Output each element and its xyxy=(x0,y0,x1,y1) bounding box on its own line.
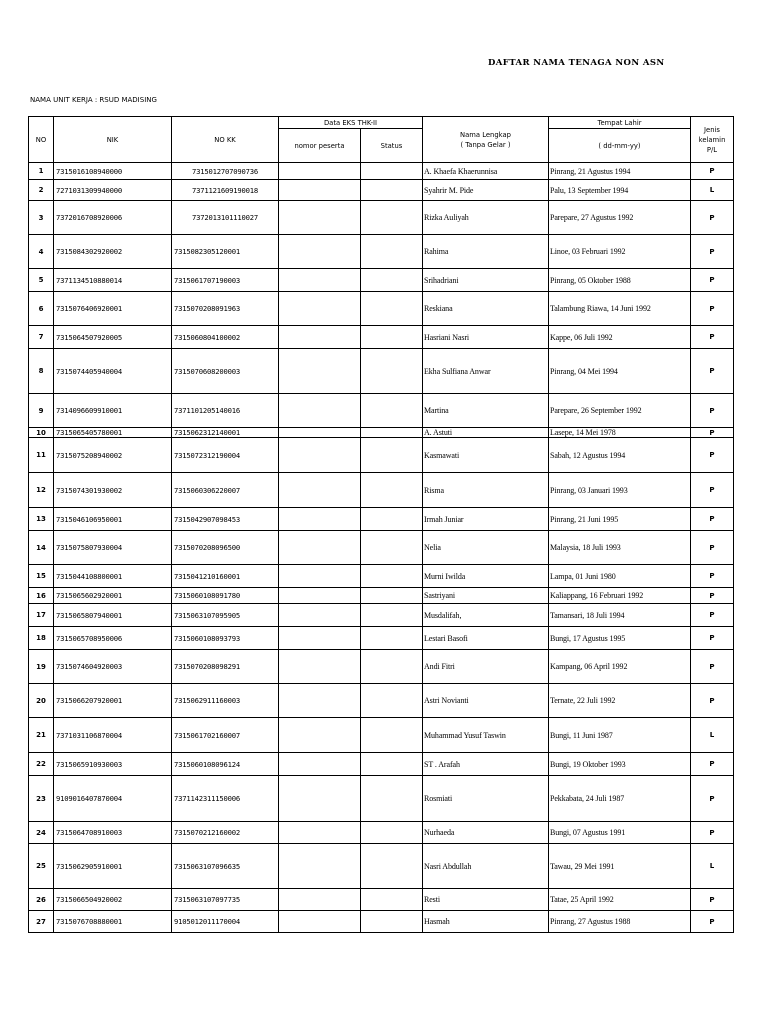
row-nama: Syahrir M. Pide xyxy=(423,180,549,201)
row-jenis-kelamin: P xyxy=(691,650,734,684)
row-nik: 7315065910930003 xyxy=(54,753,172,776)
row-nik: 7315064708910003 xyxy=(54,822,172,844)
row-nama: Irmah Juniar xyxy=(423,508,549,531)
row-no: 11 xyxy=(29,438,54,473)
table-row xyxy=(29,292,734,326)
row-status xyxy=(361,650,423,684)
row-tempat-lahir: Pinrang, 03 Januari 1993 xyxy=(549,473,691,508)
row-status xyxy=(361,911,423,933)
row-nik: 7315065602920001 xyxy=(54,588,172,604)
row-no-kk: 7315041210160001 xyxy=(172,565,279,588)
col-kk-header: NO KK xyxy=(172,117,279,163)
row-jenis-kelamin: P xyxy=(691,531,734,565)
row-tempat-lahir: Talambung Riawa, 14 Juni 1992 xyxy=(549,292,691,326)
row-jenis-kelamin: P xyxy=(691,684,734,718)
row-tempat-lahir: Bungi, 17 Agustus 1995 xyxy=(549,627,691,650)
row-no: 20 xyxy=(29,684,54,718)
row-nomor-peserta xyxy=(279,163,361,180)
row-no-kk: 7315060306220007 xyxy=(172,473,279,508)
table-row xyxy=(29,911,734,933)
row-tempat-lahir: Pinrang, 21 Juni 1995 xyxy=(549,508,691,531)
row-nik: 7271031309940000 xyxy=(54,180,172,201)
col-status-header: Status xyxy=(361,129,423,163)
table-row xyxy=(29,604,734,627)
row-nik: 7315066207920001 xyxy=(54,684,172,718)
row-nama: Srihadriani xyxy=(423,269,549,292)
row-status xyxy=(361,627,423,650)
col-tempat-lahir-format: ( dd-mm-yy) xyxy=(549,129,691,163)
row-nama: Resti xyxy=(423,889,549,911)
row-nik: 7315075208940002 xyxy=(54,438,172,473)
row-jenis-kelamin: P xyxy=(691,201,734,235)
row-nomor-peserta xyxy=(279,508,361,531)
row-nama: A. Astuti xyxy=(423,428,549,438)
row-jenis-kelamin: P xyxy=(691,565,734,588)
row-no: 12 xyxy=(29,473,54,508)
row-tempat-lahir: Kappe, 06 Juli 1992 xyxy=(549,326,691,349)
row-nomor-peserta xyxy=(279,604,361,627)
row-nama: Ekha Sulfiana Anwar xyxy=(423,349,549,394)
row-nomor-peserta xyxy=(279,565,361,588)
row-tempat-lahir: Bungi, 11 Juni 1987 xyxy=(549,718,691,753)
table-row xyxy=(29,531,734,565)
row-nomor-peserta xyxy=(279,844,361,889)
row-status xyxy=(361,180,423,201)
row-tempat-lahir: Bungi, 07 Agustus 1991 xyxy=(549,822,691,844)
row-nik: 7315064507920005 xyxy=(54,326,172,349)
row-no: 5 xyxy=(29,269,54,292)
col-jk-header-line1: Jenis xyxy=(704,125,720,134)
row-jenis-kelamin: P xyxy=(691,326,734,349)
row-no: 19 xyxy=(29,650,54,684)
row-nama: Nurhaeda xyxy=(423,822,549,844)
row-no: 9 xyxy=(29,394,54,428)
row-jenis-kelamin: P xyxy=(691,508,734,531)
row-nama: Muhammad Yusuf Taswin xyxy=(423,718,549,753)
row-nomor-peserta xyxy=(279,201,361,235)
row-no-kk: 7315012707090736 xyxy=(172,163,279,180)
table-row xyxy=(29,394,734,428)
row-tempat-lahir: Tamansari, 18 Juli 1994 xyxy=(549,604,691,627)
row-tempat-lahir: Tawau, 29 Mei 1991 xyxy=(549,844,691,889)
row-nomor-peserta xyxy=(279,889,361,911)
table-row xyxy=(29,428,734,438)
row-no: 26 xyxy=(29,889,54,911)
row-status xyxy=(361,565,423,588)
row-status xyxy=(361,269,423,292)
col-nama-header-line2: ( Tanpa Gelar ) xyxy=(460,140,511,149)
table-row xyxy=(29,163,734,180)
table-row xyxy=(29,588,734,604)
row-jenis-kelamin: P xyxy=(691,889,734,911)
row-nama: Reskiana xyxy=(423,292,549,326)
row-no: 27 xyxy=(29,911,54,933)
row-nomor-peserta xyxy=(279,911,361,933)
row-no: 23 xyxy=(29,776,54,822)
row-no-kk: 7315070212160002 xyxy=(172,822,279,844)
row-tempat-lahir: Pekkabata, 24 Juli 1987 xyxy=(549,776,691,822)
row-nama: Hasriani Nasri xyxy=(423,326,549,349)
row-tempat-lahir: Parepare, 26 September 1992 xyxy=(549,394,691,428)
row-no-kk: 7315070208091963 xyxy=(172,292,279,326)
row-no: 17 xyxy=(29,604,54,627)
row-status xyxy=(361,428,423,438)
row-tempat-lahir: Pinrang, 27 Agustus 1988 xyxy=(549,911,691,933)
col-jk-header-line3: P/L xyxy=(706,145,718,154)
row-no-kk: 7315042907098453 xyxy=(172,508,279,531)
row-status xyxy=(361,604,423,627)
row-tempat-lahir: Lampa, 01 Juni 1980 xyxy=(549,565,691,588)
row-nomor-peserta xyxy=(279,588,361,604)
col-jk-header-line2: kelamin xyxy=(698,135,726,144)
row-nik: 7315066504920002 xyxy=(54,889,172,911)
row-no: 6 xyxy=(29,292,54,326)
col-no-header: NO xyxy=(29,117,54,163)
row-nomor-peserta xyxy=(279,650,361,684)
row-nomor-peserta xyxy=(279,326,361,349)
table-row xyxy=(29,473,734,508)
col-data-eks-header: Data EKS THK-II xyxy=(279,117,423,129)
row-status xyxy=(361,438,423,473)
table-row xyxy=(29,844,734,889)
row-jenis-kelamin: L xyxy=(691,844,734,889)
row-jenis-kelamin: P xyxy=(691,911,734,933)
row-nomor-peserta xyxy=(279,473,361,508)
row-tempat-lahir: Parepare, 27 Agustus 1992 xyxy=(549,201,691,235)
row-nik: 7315046106950001 xyxy=(54,508,172,531)
table-row xyxy=(29,627,734,650)
row-no-kk: 7315060108091780 xyxy=(172,588,279,604)
row-nama: Nelia xyxy=(423,531,549,565)
row-tempat-lahir: Kaliappang, 16 Februari 1992 xyxy=(549,588,691,604)
row-nomor-peserta xyxy=(279,822,361,844)
row-no-kk: 7315072312190004 xyxy=(172,438,279,473)
row-nik: 7371134510880014 xyxy=(54,269,172,292)
row-nama: Murni Iwilda xyxy=(423,565,549,588)
row-tempat-lahir: Malaysia, 18 Juli 1993 xyxy=(549,531,691,565)
table-row xyxy=(29,889,734,911)
row-tempat-lahir: Pinrang, 05 Oktober 1988 xyxy=(549,269,691,292)
row-nik: 9109016407870004 xyxy=(54,776,172,822)
row-nomor-peserta xyxy=(279,776,361,822)
row-nama: Sastriyani xyxy=(423,588,549,604)
row-nomor-peserta xyxy=(279,438,361,473)
table-header xyxy=(29,117,734,163)
row-nama: Astri Novianti xyxy=(423,684,549,718)
row-nik: 7315016108940000 xyxy=(54,163,172,180)
row-status xyxy=(361,531,423,565)
col-nama-header-line1: Nama Lengkap xyxy=(460,130,511,139)
row-nomor-peserta xyxy=(279,753,361,776)
row-no: 18 xyxy=(29,627,54,650)
table-row xyxy=(29,776,734,822)
table-row xyxy=(29,269,734,292)
row-tempat-lahir: Pinrang, 04 Mei 1994 xyxy=(549,349,691,394)
table-body xyxy=(29,163,734,933)
unit-label: NAMA UNIT KERJA : RSUD MADISING xyxy=(30,96,157,104)
row-jenis-kelamin: P xyxy=(691,269,734,292)
row-no-kk: 7371101205140016 xyxy=(172,394,279,428)
row-nik: 7315074301930002 xyxy=(54,473,172,508)
row-jenis-kelamin: P xyxy=(691,292,734,326)
row-nama: A. Khaefa Khaerunnisa xyxy=(423,163,549,180)
row-no: 13 xyxy=(29,508,54,531)
row-jenis-kelamin: L xyxy=(691,180,734,201)
row-jenis-kelamin: P xyxy=(691,428,734,438)
row-status xyxy=(361,235,423,269)
row-no-kk: 9105012011170004 xyxy=(172,911,279,933)
row-status xyxy=(361,163,423,180)
table-row xyxy=(29,565,734,588)
row-no: 14 xyxy=(29,531,54,565)
row-jenis-kelamin: P xyxy=(691,776,734,822)
row-nama: ST . Arafah xyxy=(423,753,549,776)
row-tempat-lahir: Bungi, 19 Oktober 1993 xyxy=(549,753,691,776)
row-nomor-peserta xyxy=(279,428,361,438)
row-jenis-kelamin: P xyxy=(691,473,734,508)
row-tempat-lahir: Ternate, 22 Juli 1992 xyxy=(549,684,691,718)
row-tempat-lahir: Palu, 13 September 1994 xyxy=(549,180,691,201)
table-row xyxy=(29,326,734,349)
row-nama: Musdalifah, xyxy=(423,604,549,627)
row-nik: 7315044108800001 xyxy=(54,565,172,588)
row-status xyxy=(361,473,423,508)
row-nik: 7315084302920002 xyxy=(54,235,172,269)
row-status xyxy=(361,844,423,889)
row-nik: 7315065708950006 xyxy=(54,627,172,650)
row-nomor-peserta xyxy=(279,627,361,650)
row-nik: 7315065405780001 xyxy=(54,428,172,438)
row-tempat-lahir: Sabah, 12 Agustus 1994 xyxy=(549,438,691,473)
row-status xyxy=(361,508,423,531)
row-nama: Nasri Abdullah xyxy=(423,844,549,889)
row-jenis-kelamin: P xyxy=(691,349,734,394)
row-tempat-lahir: Lasepe, 14 Mei 1978 xyxy=(549,428,691,438)
row-jenis-kelamin: P xyxy=(691,394,734,428)
row-no: 25 xyxy=(29,844,54,889)
row-no: 4 xyxy=(29,235,54,269)
row-nama: Andi Fitri xyxy=(423,650,549,684)
row-status xyxy=(361,718,423,753)
row-status xyxy=(361,201,423,235)
row-tempat-lahir: Pinrang, 21 Agustus 1994 xyxy=(549,163,691,180)
row-tempat-lahir: Linoe, 03 Februari 1992 xyxy=(549,235,691,269)
row-nik: 7315076406920001 xyxy=(54,292,172,326)
row-nik: 7315074604920003 xyxy=(54,650,172,684)
row-no-kk: 7315063107095905 xyxy=(172,604,279,627)
table-row xyxy=(29,201,734,235)
col-nik-header: NIK xyxy=(54,117,172,163)
row-no: 7 xyxy=(29,326,54,349)
row-no-kk: 7315060108096124 xyxy=(172,753,279,776)
col-jk-header xyxy=(691,117,734,163)
row-no-kk: 7372013101110027 xyxy=(172,201,279,235)
row-nomor-peserta xyxy=(279,292,361,326)
row-nik: 7371031106870004 xyxy=(54,718,172,753)
row-nama: Kasmawati xyxy=(423,438,549,473)
row-nama: Hasmah xyxy=(423,911,549,933)
row-status xyxy=(361,753,423,776)
row-status xyxy=(361,588,423,604)
table-row xyxy=(29,235,734,269)
row-nik: 7314096609910001 xyxy=(54,394,172,428)
row-nik: 7315062905910001 xyxy=(54,844,172,889)
row-status xyxy=(361,822,423,844)
row-no: 1 xyxy=(29,163,54,180)
row-no: 2 xyxy=(29,180,54,201)
row-nomor-peserta xyxy=(279,349,361,394)
row-status xyxy=(361,776,423,822)
row-no-kk: 7315060108093793 xyxy=(172,627,279,650)
row-jenis-kelamin: P xyxy=(691,604,734,627)
row-status xyxy=(361,349,423,394)
table-row xyxy=(29,349,734,394)
row-nomor-peserta xyxy=(279,269,361,292)
row-no-kk: 7315082305120001 xyxy=(172,235,279,269)
row-nama: Risma xyxy=(423,473,549,508)
col-nomor-peserta-header: nomor peserta xyxy=(279,129,361,163)
row-no-kk: 7315062911160003 xyxy=(172,684,279,718)
table-row xyxy=(29,650,734,684)
row-no: 21 xyxy=(29,718,54,753)
row-nama: Martina xyxy=(423,394,549,428)
col-nama-header xyxy=(423,117,549,163)
row-no: 15 xyxy=(29,565,54,588)
table-row xyxy=(29,508,734,531)
row-status xyxy=(361,684,423,718)
row-no: 3 xyxy=(29,201,54,235)
row-jenis-kelamin: P xyxy=(691,627,734,650)
row-nik: 7372016708920006 xyxy=(54,201,172,235)
row-jenis-kelamin: P xyxy=(691,753,734,776)
row-no-kk: 7315061707190003 xyxy=(172,269,279,292)
row-jenis-kelamin: P xyxy=(691,822,734,844)
row-no-kk: 7315070608200003 xyxy=(172,349,279,394)
row-jenis-kelamin: L xyxy=(691,718,734,753)
row-nomor-peserta xyxy=(279,394,361,428)
row-nomor-peserta xyxy=(279,180,361,201)
document-title: DAFTAR NAMA TENAGA NON ASN xyxy=(488,58,665,68)
row-nomor-peserta xyxy=(279,531,361,565)
row-no: 22 xyxy=(29,753,54,776)
row-no: 8 xyxy=(29,349,54,394)
row-status xyxy=(361,394,423,428)
row-nomor-peserta xyxy=(279,684,361,718)
row-no: 16 xyxy=(29,588,54,604)
row-jenis-kelamin: P xyxy=(691,438,734,473)
row-nomor-peserta xyxy=(279,718,361,753)
row-nama: Lestari Basofi xyxy=(423,627,549,650)
row-nik: 7315065807940001 xyxy=(54,604,172,627)
row-no-kk: 7315063107096635 xyxy=(172,844,279,889)
row-tempat-lahir: Kampang, 06 April 1992 xyxy=(549,650,691,684)
row-jenis-kelamin: P xyxy=(691,588,734,604)
row-nik: 7315074405940004 xyxy=(54,349,172,394)
row-no-kk: 7371121609190018 xyxy=(172,180,279,201)
row-no-kk: 7315070208096500 xyxy=(172,531,279,565)
row-no-kk: 7315070208098291 xyxy=(172,650,279,684)
row-nama: Rizka Auliyah xyxy=(423,201,549,235)
staff-table xyxy=(28,116,734,933)
row-nik: 7315075807930004 xyxy=(54,531,172,565)
table-row xyxy=(29,753,734,776)
table-row xyxy=(29,180,734,201)
row-no-kk: 7315060804100002 xyxy=(172,326,279,349)
row-nama: Rosmiati xyxy=(423,776,549,822)
row-no-kk: 7371142311150006 xyxy=(172,776,279,822)
row-nomor-peserta xyxy=(279,235,361,269)
table-row xyxy=(29,438,734,473)
row-no-kk: 7315062312140001 xyxy=(172,428,279,438)
table-row xyxy=(29,822,734,844)
row-status xyxy=(361,326,423,349)
table-row xyxy=(29,718,734,753)
row-no-kk: 7315061702160007 xyxy=(172,718,279,753)
row-no-kk: 7315063107097735 xyxy=(172,889,279,911)
row-nama: Rahima xyxy=(423,235,549,269)
row-jenis-kelamin: P xyxy=(691,235,734,269)
table-row xyxy=(29,684,734,718)
row-jenis-kelamin: P xyxy=(691,163,734,180)
row-status xyxy=(361,889,423,911)
row-tempat-lahir: Tatae, 25 April 1992 xyxy=(549,889,691,911)
row-status xyxy=(361,292,423,326)
row-no: 24 xyxy=(29,822,54,844)
row-nik: 7315076708880001 xyxy=(54,911,172,933)
col-tempat-lahir-header: Tempat Lahir xyxy=(549,117,691,129)
row-no: 10 xyxy=(29,428,54,438)
